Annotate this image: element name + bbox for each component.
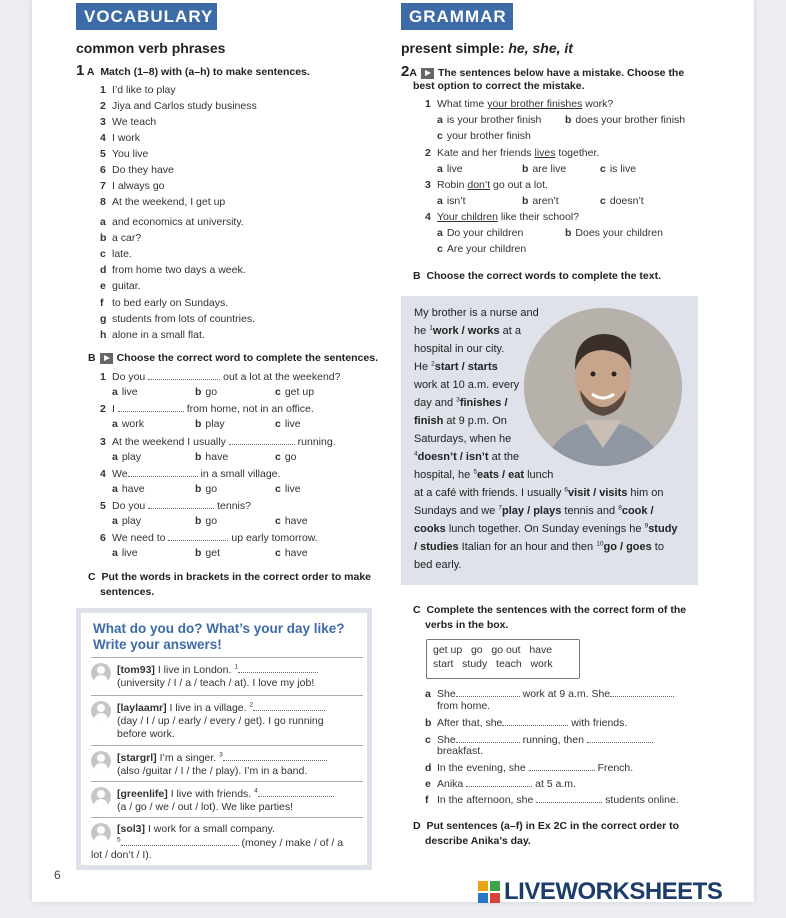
ex1a-item: 3 We teach xyxy=(100,116,157,128)
text-line: Saturdays, when he xyxy=(414,433,512,445)
ex1b-option[interactable]: a play xyxy=(112,451,142,463)
answer-blank[interactable] xyxy=(536,793,602,803)
forum-box xyxy=(76,608,372,870)
forum-subtitle: Write your answers! xyxy=(93,637,222,652)
answer-blank[interactable] xyxy=(148,370,220,380)
avatar-icon xyxy=(91,823,111,843)
ex1b-item: 3 At the weekend I usually running. xyxy=(100,436,336,448)
ex2c-sentence-cont: breakfast. xyxy=(437,745,484,757)
answer-blank[interactable] xyxy=(121,836,239,846)
choice[interactable]: work / works xyxy=(432,325,500,337)
username: [stargrl] xyxy=(117,752,157,764)
answer-blank[interactable] xyxy=(168,531,228,541)
ex2c-sentence: f In the afternoon, she students online. xyxy=(425,794,679,806)
text-line: My brother is a nurse and xyxy=(414,307,539,319)
ex1a-answer: c late. xyxy=(100,248,132,260)
ex1b-option[interactable]: a play xyxy=(112,515,142,527)
avatar-icon xyxy=(91,751,111,771)
ex1a-answer: b a car? xyxy=(100,232,142,244)
ex1b-option[interactable]: c have xyxy=(275,547,308,559)
nurse-illustration xyxy=(524,308,682,466)
text-line: he $^1$work / works at a xyxy=(414,324,521,337)
ex2a-instruction-line2: best option to correct the mistake. xyxy=(413,80,585,92)
choice[interactable]: / studies xyxy=(414,541,459,553)
answer-blank[interactable] xyxy=(529,761,595,771)
text-line: finish at 9 p.m. On xyxy=(414,415,507,427)
ex1a-answer: e guitar. xyxy=(100,280,141,292)
text-line: day and $^3$finishes / xyxy=(414,396,508,409)
vocabulary-band xyxy=(76,3,217,30)
ex1a-item: 1 I’d like to play xyxy=(100,84,176,96)
ex1b-option[interactable]: c get up xyxy=(275,386,315,398)
text-line: hospital in our city. xyxy=(414,343,505,355)
ex1a-answer: d from home two days a week. xyxy=(100,264,246,276)
ex1a-answer: f to bed early on Sundays. xyxy=(100,297,229,309)
divider xyxy=(91,817,363,818)
ex2a-question: 1 What time your brother finishes work? xyxy=(425,98,614,110)
ex1b-option[interactable]: b go xyxy=(195,483,218,495)
answer-blank[interactable] xyxy=(456,733,520,743)
choice[interactable]: eats / eat xyxy=(476,469,525,481)
ex2c-sentence-cont: from home. xyxy=(437,700,491,712)
ex2a-question: 3 Robin don’t go out a lot. xyxy=(425,179,548,191)
ex1b-option[interactable]: a work xyxy=(112,418,145,430)
ex2a-option[interactable]: c your brother finish xyxy=(437,130,531,142)
choice[interactable]: finishes / xyxy=(459,397,508,409)
ex1b-option[interactable]: a live xyxy=(112,547,138,559)
ex2a-option[interactable]: c Are your children xyxy=(437,243,527,255)
ex2c-sentence: d In the evening, she French. xyxy=(425,762,634,774)
grammar-title: GRAMMAR xyxy=(409,7,507,26)
text-line: Sundays and we $^7$play / plays tennis and $^8$cook / xyxy=(414,504,654,517)
ex1b-option[interactable]: b get xyxy=(195,547,221,559)
divider xyxy=(91,657,363,658)
ex1b-option[interactable]: c live xyxy=(275,418,301,430)
ex2a-option[interactable]: a Do your children xyxy=(437,227,524,239)
divider xyxy=(91,695,363,696)
ex2a-option[interactable]: c doesn’t xyxy=(600,195,644,207)
answer-blank[interactable] xyxy=(466,777,532,787)
ex2c-instruction: C Complete the sentences with the correct form of the xyxy=(413,604,687,616)
forum-post: [greenlife] I live with friends. $^4$ (a / go / we / out / lot). We like parties! xyxy=(91,781,363,817)
vocab-heading: common verb phrases xyxy=(76,40,226,56)
ex1b-option[interactable]: c go xyxy=(275,451,297,463)
ex1b-option[interactable]: c live xyxy=(275,483,301,495)
avatar-icon xyxy=(91,663,111,683)
text-line: hospital, he $^5$eats / eat lunch xyxy=(414,468,554,481)
word-box: get up go go out have start study teach work xyxy=(426,639,580,679)
answer-blank[interactable] xyxy=(502,716,568,726)
ex2a-option[interactable]: a live xyxy=(437,163,463,175)
forum-post: [sol3] I work for a small company. $^5$ (money / make / of / a lot / don’t / I). xyxy=(91,817,363,863)
audio-icon[interactable] xyxy=(421,68,434,79)
text-line: He $^2$start / starts xyxy=(414,360,498,373)
ex1b-item: 4 We in a small village. xyxy=(100,468,281,480)
choice[interactable]: finish xyxy=(414,415,444,427)
ex2a-option[interactable]: a is your brother finish xyxy=(437,114,542,126)
ex1b-option[interactable]: c have xyxy=(275,515,308,527)
avatar-icon xyxy=(91,787,111,807)
ex1b-instruction: B Choose the correct word to complete the sentences. xyxy=(88,352,378,364)
answer-blank[interactable] xyxy=(610,687,674,697)
ex2a-question: 2 Kate and her friends lives together. xyxy=(425,147,600,159)
username: [tom93] xyxy=(117,664,155,676)
ex1b-option[interactable]: a live xyxy=(112,386,138,398)
answer-blank[interactable] xyxy=(118,402,184,412)
answer-blank[interactable] xyxy=(587,733,653,743)
answer-blank[interactable] xyxy=(238,663,318,673)
ex1a-item: 4 I work xyxy=(100,132,141,144)
divider xyxy=(91,781,363,782)
username: [laylaamr] xyxy=(117,702,167,714)
ex2c-sentence: b After that, she with friends. xyxy=(425,717,628,729)
post-continuation: lot / don’t / I). xyxy=(91,849,152,861)
ex2b-instruction: B Choose the correct words to complete the text. xyxy=(413,270,661,282)
ex2a-option[interactable]: b are live xyxy=(522,163,567,175)
ex1a-item: 8 At the weekend, I get up xyxy=(100,196,226,208)
ex1b-option[interactable]: b play xyxy=(195,418,225,430)
ex1a-item: 7 I always go xyxy=(100,180,165,192)
choice[interactable]: play / plays xyxy=(502,505,562,517)
choice[interactable]: cook / xyxy=(621,505,654,517)
ex1c-instruction-line2: sentences. xyxy=(100,586,155,598)
forum-post: [tom93] I live in London. $^1$ (university / I / a / teach / at). I love my job! xyxy=(91,657,363,693)
grammar-band xyxy=(401,3,513,30)
page-number: 6 xyxy=(54,868,61,882)
ex1a-answer: h alone in a small flat. xyxy=(100,329,205,341)
forum-title: What do you do? What’s your day like? xyxy=(93,621,345,636)
choice[interactable]: visit / visits xyxy=(568,487,628,499)
avatar-icon xyxy=(91,701,111,721)
audio-icon[interactable] xyxy=(100,353,113,364)
ex2a-question: 4 Your children like their school? xyxy=(425,211,580,223)
text-line: at a café with friends. I usually $^6$visit / visits him on xyxy=(414,486,664,499)
choice[interactable]: go / goes xyxy=(603,541,652,553)
ex1b-option[interactable]: b have xyxy=(195,451,229,463)
divider xyxy=(91,745,363,746)
worksheet-page xyxy=(32,0,754,905)
ex2a-option[interactable]: b Does your children xyxy=(565,227,663,239)
text-line: work at 10 a.m. every xyxy=(414,379,520,391)
answer-blank[interactable] xyxy=(223,751,327,761)
ex2a-option[interactable]: b aren’t xyxy=(522,195,559,207)
ex1b-item: 5 Do you tennis? xyxy=(100,500,251,512)
grammar-heading: present simple: he, she, it xyxy=(401,40,573,56)
ex2d-instruction: D Put sentences (a–f) in Ex 2C in the correct order to xyxy=(413,820,680,832)
answer-blank[interactable] xyxy=(258,787,334,797)
ex2a-option[interactable]: a isn’t xyxy=(437,195,466,207)
ex1a-item: 2 Jiya and Carlos study business xyxy=(100,100,257,112)
answer-blank[interactable] xyxy=(229,435,295,445)
ex1c-instruction: C Put the words in brackets in the correct order to make xyxy=(88,571,372,583)
nurse-photo xyxy=(524,308,682,466)
choice[interactable]: start / starts xyxy=(434,361,498,373)
ex2a-option[interactable]: b does your brother finish xyxy=(565,114,686,126)
username: [greenlife] xyxy=(117,788,168,800)
text-line: cooks lunch together. On Sunday evenings he $^9$study xyxy=(414,522,678,535)
vocabulary-title: VOCABULARY xyxy=(84,7,214,26)
ex1a-answer: a and economics at university. xyxy=(100,216,244,228)
ex1b-item: 2 I from home, not in an office. xyxy=(100,403,314,415)
answer-blank[interactable] xyxy=(148,499,214,509)
text-line: $^4$doesn’t / isn’t at the xyxy=(414,450,520,463)
ex2c-instruction-line2: verbs in the box. xyxy=(425,619,509,631)
forum-post: [laylaamr] I live in a village. $^2$ (day / I / up / early / every / get). I go running before work. xyxy=(91,695,363,743)
ex1a-answer: g students from lots of countries. xyxy=(100,313,255,325)
brand-watermark[interactable]: LIVEWORKSHEETS xyxy=(504,878,723,905)
text-line: / studies Italian for an hour and then $^{10}$go / goes to xyxy=(414,540,664,553)
ex1a-instruction: 1 A Match (1–8) with (a–h) to make sentences. xyxy=(76,62,310,79)
ex2a-instruction: 2A The sentences below have a mistake. Choose the xyxy=(401,63,685,80)
answer-blank[interactable] xyxy=(128,467,198,477)
ex1b-item: 6 We need to up early tomorrow. xyxy=(100,532,318,544)
choice[interactable]: study xyxy=(648,523,678,535)
ex1a-item: 5 You live xyxy=(100,148,149,160)
ex2c-sentence: e Anika at 5 a.m. xyxy=(425,778,576,790)
ex1b-option[interactable]: b go xyxy=(195,515,218,527)
choice[interactable]: doesn’t / isn’t xyxy=(417,451,489,463)
ex1a-item: 6 Do they have xyxy=(100,164,174,176)
choice[interactable]: cooks xyxy=(414,523,446,535)
liveworksheets-logo-icon xyxy=(478,881,500,903)
text-line: bed early. xyxy=(414,559,462,571)
answer-blank[interactable] xyxy=(253,701,325,711)
username: [sol3] xyxy=(117,823,146,835)
forum-post: [stargrl] I’m a singer. $^3$ (also /guitar / I / the / play). I’m in a band. xyxy=(91,745,363,781)
ex2a-option[interactable]: c is live xyxy=(600,163,637,175)
answer-blank[interactable] xyxy=(456,687,520,697)
ex2c-sentence: a She work at 9 a.m. She xyxy=(425,687,674,701)
ex1b-option[interactable]: b go xyxy=(195,386,218,398)
ex1b-option[interactable]: a have xyxy=(112,483,145,495)
ex2d-instruction-line2: describe Anika’s day. xyxy=(425,835,531,847)
ex1b-item: 1 Do you out a lot at the weekend? xyxy=(100,371,341,383)
ex2c-sentence: c She running, then xyxy=(425,733,653,747)
